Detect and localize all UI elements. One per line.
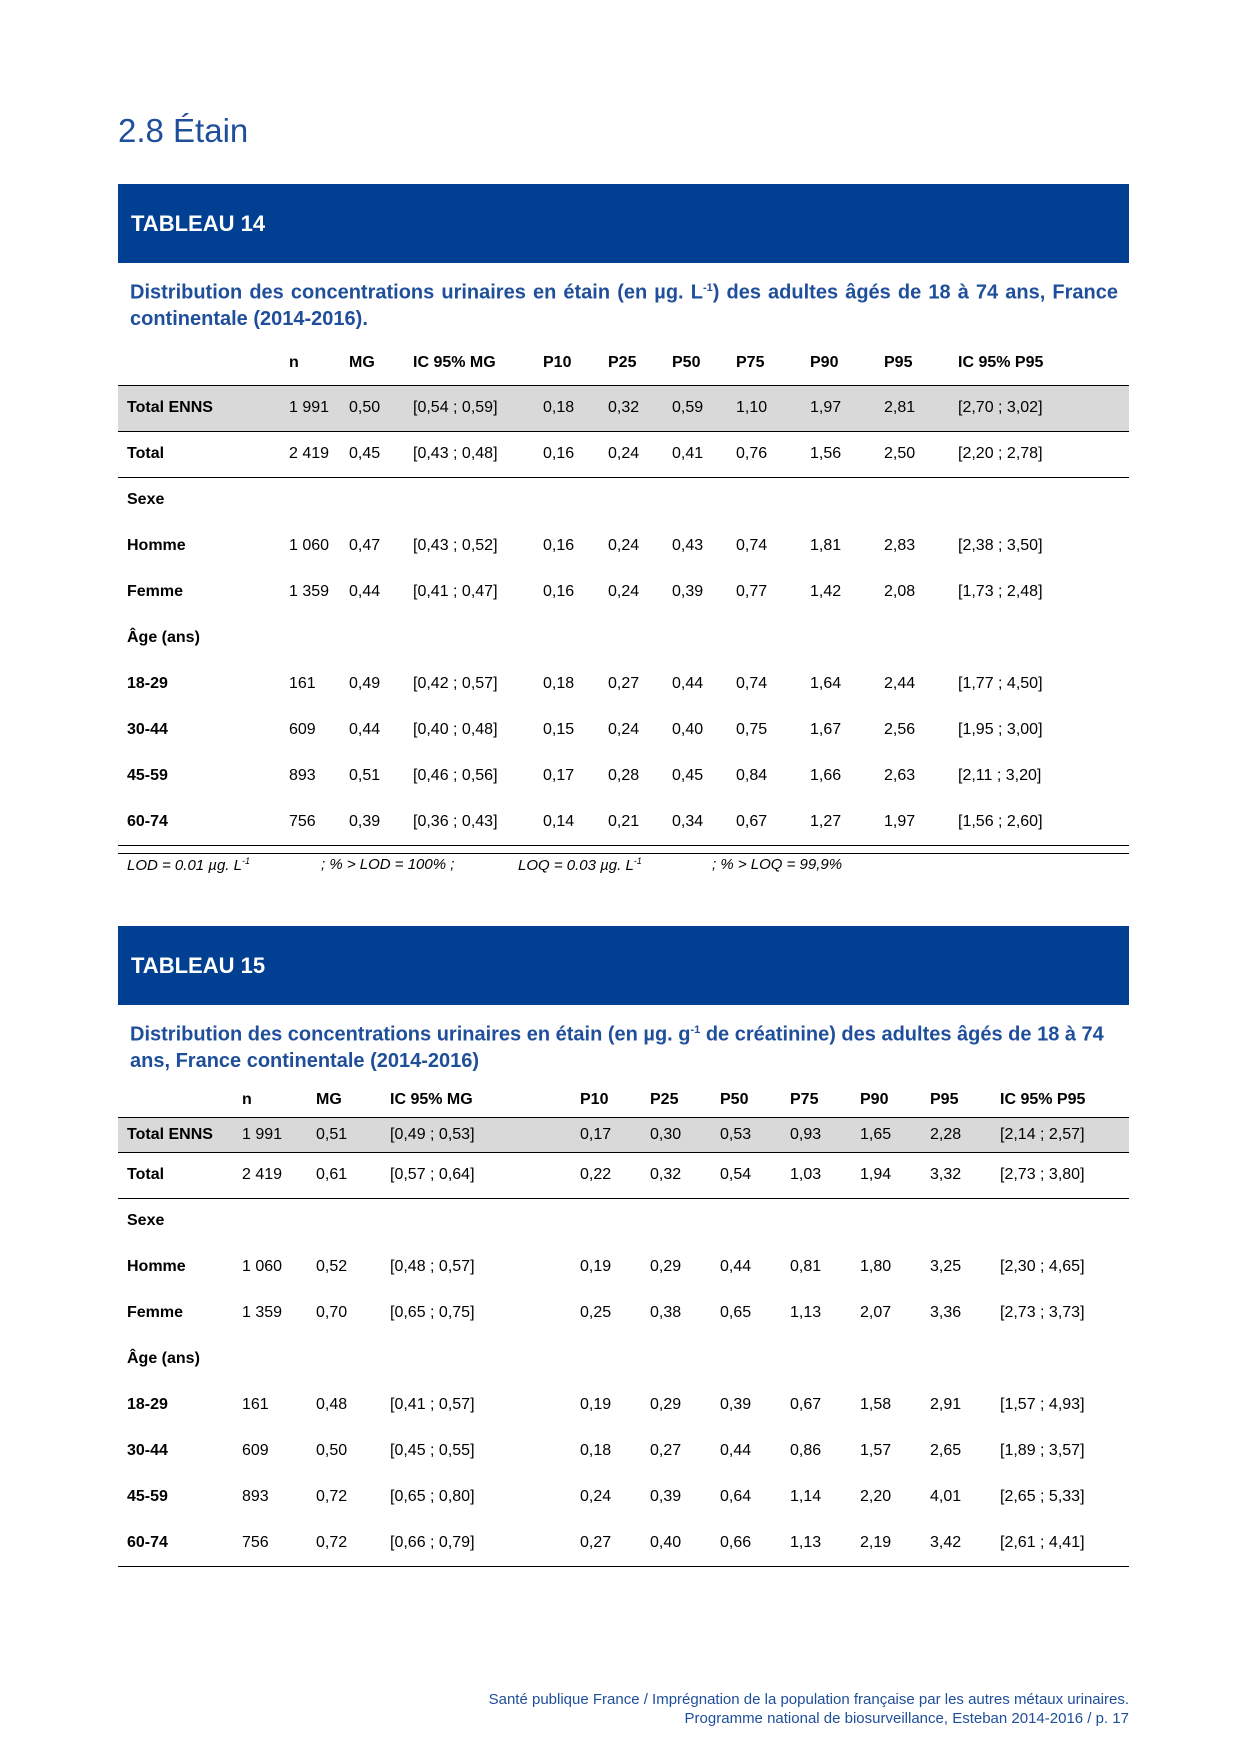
table-cell xyxy=(949,477,1129,523)
table-cell: [0,57 ; 0,64] xyxy=(381,1152,571,1198)
table-cell: 1,03 xyxy=(781,1152,851,1198)
table-cell: [0,54 ; 0,59] xyxy=(404,385,534,431)
lod-note: LOD = 0.01 µg. $L^{-1}$ xyxy=(127,856,250,874)
table-cell: 0,44 xyxy=(720,1442,752,1459)
table-cell: 1,57 xyxy=(860,1442,892,1459)
table-cell: 0,39 xyxy=(650,1488,682,1505)
table-row xyxy=(118,385,1129,431)
table-row xyxy=(118,753,1129,799)
table-cell: [0,65 ; 0,80] xyxy=(390,1488,475,1505)
row-label: Sexe xyxy=(118,477,280,523)
row-label: 45-59 xyxy=(127,767,168,784)
column-header: P95 xyxy=(930,1091,959,1109)
table-row xyxy=(118,661,1129,707)
table-cell: 0,41 xyxy=(663,431,727,477)
section-title: 2.8 Étain xyxy=(118,112,249,149)
table-cell: 0,50 xyxy=(316,1442,348,1459)
table-cell: [0,66 ; 0,79] xyxy=(381,1520,571,1566)
table-14 xyxy=(118,341,1129,846)
table-cell: 1 991 xyxy=(233,1117,307,1152)
table-cell xyxy=(599,477,663,523)
table-cell xyxy=(801,615,875,661)
table-cell: [0,43 ; 0,52] xyxy=(413,537,498,554)
table-cell: 0,17 xyxy=(571,1117,641,1152)
row-label: Total ENNS xyxy=(118,1117,233,1152)
table-cell: 0,70 xyxy=(316,1304,348,1321)
table-row xyxy=(118,1474,1129,1520)
table-cell: [2,38 ; 3,50] xyxy=(958,537,1043,554)
table-cell: 1 060 xyxy=(289,537,330,554)
table-cell xyxy=(663,477,727,523)
table-cell: [0,41 ; 0,57] xyxy=(390,1396,475,1413)
table-cell: 1 060 xyxy=(242,1258,283,1275)
caption-sup: -1 xyxy=(702,282,713,294)
table-cell: 0,14 xyxy=(534,799,599,845)
table-cell: 2 419 xyxy=(233,1152,307,1198)
table-cell: 0,39 xyxy=(340,799,404,845)
table-cell: 1,65 xyxy=(851,1117,921,1152)
table-cell xyxy=(711,1198,781,1244)
table-cell: 1,64 xyxy=(810,675,842,692)
table-row xyxy=(118,1520,1129,1566)
column-header: P95 xyxy=(884,353,913,371)
table-row xyxy=(118,1382,1129,1428)
table-15-caption xyxy=(130,1017,1118,1074)
table-cell: 0,40 xyxy=(641,1520,711,1566)
table-cell: 1,66 xyxy=(810,767,842,784)
table-cell xyxy=(711,1336,781,1382)
table-cell xyxy=(921,1198,991,1244)
table-cell: 0,24 xyxy=(599,431,663,477)
table-cell: 2,28 xyxy=(921,1117,991,1152)
table-cell: 0,74 xyxy=(736,537,768,554)
caption-sup: -1 xyxy=(690,1024,701,1036)
table-cell: [0,48 ; 0,57] xyxy=(390,1258,475,1275)
table-cell: 0,22 xyxy=(571,1152,641,1198)
table-cell: 2,65 xyxy=(930,1442,962,1459)
table-row xyxy=(118,523,1129,569)
table-cell: [2,65 ; 5,33] xyxy=(1000,1488,1085,1505)
table-cell: 0,18 xyxy=(580,1442,612,1459)
table-cell xyxy=(280,615,340,661)
table-cell: 0,39 xyxy=(720,1396,752,1413)
table-header-row xyxy=(118,1084,1129,1117)
column-header: P50 xyxy=(720,1091,749,1109)
table-cell xyxy=(921,1336,991,1382)
table-14-banner-label: TABLEAU 14 xyxy=(131,210,266,236)
table-cell xyxy=(233,1198,307,1244)
table-cell xyxy=(381,1336,571,1382)
table-cell: 1,58 xyxy=(860,1396,892,1413)
table-cell: 2,81 xyxy=(875,385,949,431)
table-cell: 0,45 xyxy=(340,431,404,477)
table-cell: [0,43 ; 0,48] xyxy=(404,431,534,477)
column-header: IC 95% P95 xyxy=(958,353,1044,371)
table-cell: [2,61 ; 4,41] xyxy=(991,1520,1129,1566)
table-cell: [0,45 ; 0,55] xyxy=(390,1442,475,1459)
table-14-banner xyxy=(118,184,1129,263)
table-cell: 0,74 xyxy=(736,675,768,692)
table-cell: 0,21 xyxy=(599,799,663,845)
table-cell: 0,38 xyxy=(650,1304,682,1321)
column-header xyxy=(118,1084,233,1117)
table-15-banner-label: TABLEAU 15 xyxy=(131,952,266,978)
table-cell xyxy=(727,477,801,523)
table-cell: 2,07 xyxy=(860,1304,892,1321)
table-row xyxy=(118,1198,1129,1244)
table-row xyxy=(118,1152,1129,1198)
table-cell: 2,91 xyxy=(930,1396,962,1413)
column-header: P75 xyxy=(736,353,765,371)
table-row xyxy=(118,707,1129,753)
table-cell: 0,19 xyxy=(580,1258,612,1275)
table-cell: 0,53 xyxy=(711,1117,781,1152)
table-cell xyxy=(875,477,949,523)
table-cell xyxy=(875,615,949,661)
table-cell: 0,84 xyxy=(736,767,768,784)
column-header: IC 95% MG xyxy=(413,353,496,371)
table-cell: 2,63 xyxy=(884,767,916,784)
row-label: Homme xyxy=(127,537,186,554)
table-cell xyxy=(404,477,534,523)
table-row xyxy=(118,1244,1129,1290)
table-cell xyxy=(801,477,875,523)
table-cell: 0,18 xyxy=(543,675,575,692)
row-label: 18-29 xyxy=(127,675,168,692)
table-cell: 2 419 xyxy=(280,431,340,477)
table-cell: 0,24 xyxy=(608,537,640,554)
table-cell: 0,81 xyxy=(790,1258,822,1275)
table-cell: 1,13 xyxy=(790,1304,822,1321)
table-header-row xyxy=(118,341,1129,385)
table-cell xyxy=(781,1198,851,1244)
table-cell: 0,15 xyxy=(543,721,575,738)
table-cell: 1 359 xyxy=(242,1304,283,1321)
table-cell: 0,16 xyxy=(543,537,575,554)
table-cell: 3,25 xyxy=(930,1258,962,1275)
table-cell: [1,77 ; 4,50] xyxy=(958,675,1043,692)
row-label: Âge (ans) xyxy=(127,1350,200,1367)
table-cell: 0,50 xyxy=(340,385,404,431)
row-label: Total ENNS xyxy=(118,385,280,431)
table-cell: 0,18 xyxy=(534,385,599,431)
table-cell: [2,11 ; 3,20] xyxy=(958,767,1042,784)
table-row xyxy=(118,431,1129,477)
table-cell: 0,24 xyxy=(608,583,640,600)
column-header: P90 xyxy=(860,1091,889,1109)
column-header: IC 95% P95 xyxy=(1000,1091,1086,1109)
column-header: MG xyxy=(349,353,375,371)
table-cell: 3,32 xyxy=(921,1152,991,1198)
row-label: 18-29 xyxy=(127,1396,168,1413)
table-row xyxy=(118,1290,1129,1336)
table-cell: 0,40 xyxy=(672,721,704,738)
table-cell xyxy=(280,477,340,523)
table-cell: [0,65 ; 0,75] xyxy=(390,1304,475,1321)
row-label: Total xyxy=(118,1152,233,1198)
table-cell xyxy=(307,1198,381,1244)
table-cell: 0,64 xyxy=(720,1488,752,1505)
table-14-footnote xyxy=(118,853,1129,876)
column-header: n xyxy=(242,1091,252,1109)
table-cell: 1,94 xyxy=(851,1152,921,1198)
table-cell: 0,39 xyxy=(672,583,704,600)
table-cell: 0,51 xyxy=(307,1117,381,1152)
column-header: MG xyxy=(316,1091,342,1109)
table-cell: 2,19 xyxy=(851,1520,921,1566)
table-cell: 3,36 xyxy=(930,1304,962,1321)
table-cell xyxy=(340,477,404,523)
table-cell: 2,44 xyxy=(884,675,916,692)
table-cell: 3,42 xyxy=(921,1520,991,1566)
table-cell: 0,76 xyxy=(727,431,801,477)
table-cell: 1,10 xyxy=(727,385,801,431)
table-row xyxy=(118,1336,1129,1382)
table-cell: 0,86 xyxy=(790,1442,822,1459)
table-cell: 2,50 xyxy=(875,431,949,477)
table-cell: 1,56 xyxy=(801,431,875,477)
table-cell xyxy=(571,1336,641,1382)
table-cell: [1,73 ; 2,48] xyxy=(958,583,1043,600)
table-cell: 0,49 xyxy=(349,675,381,692)
column-header xyxy=(118,341,280,385)
loq-note: LOQ = 0.03 µg. $L^{-1}$ xyxy=(518,856,642,874)
table-cell xyxy=(851,1198,921,1244)
row-label: 30-44 xyxy=(127,721,168,738)
table-cell xyxy=(991,1198,1129,1244)
table-cell: 161 xyxy=(242,1396,269,1413)
row-label: Femme xyxy=(127,583,184,600)
row-label: 60-74 xyxy=(118,799,280,845)
caption-text: Distribution des concentrations urinaires en étain (en µg. g xyxy=(130,1023,691,1046)
table-cell: [2,70 ; 3,02] xyxy=(949,385,1129,431)
table-cell: 0,32 xyxy=(641,1152,711,1198)
page-footer xyxy=(489,1690,1129,1728)
table-cell: 0,52 xyxy=(316,1258,348,1275)
column-header: P90 xyxy=(810,353,839,371)
table-cell: 0,72 xyxy=(307,1520,381,1566)
table-cell: 1,42 xyxy=(810,583,842,600)
caption-text: ) des adultes âgés de 18 à 74 ans, France continentale (2014-2016). xyxy=(130,281,1118,330)
table-cell: [1,56 ; 2,60] xyxy=(949,799,1129,845)
table-cell xyxy=(404,615,534,661)
table-cell: 0,51 xyxy=(349,767,381,784)
table-cell: 0,48 xyxy=(316,1396,348,1413)
table-cell: [2,14 ; 2,57] xyxy=(991,1117,1129,1152)
table-cell: [2,30 ; 4,65] xyxy=(1000,1258,1085,1275)
row-label: 60-74 xyxy=(118,1520,233,1566)
table-cell: 0,16 xyxy=(543,583,575,600)
column-header: P10 xyxy=(543,353,572,371)
table-cell: 0,66 xyxy=(711,1520,781,1566)
table-cell xyxy=(991,1336,1129,1382)
row-label: Femme xyxy=(127,1304,184,1321)
table-cell xyxy=(641,1198,711,1244)
table-cell: [2,73 ; 3,73] xyxy=(1000,1304,1085,1321)
table-row xyxy=(118,1117,1129,1152)
table-cell: 0,17 xyxy=(543,767,575,784)
table-cell: 0,24 xyxy=(580,1488,612,1505)
table-cell xyxy=(571,1198,641,1244)
table-cell: 756 xyxy=(233,1520,307,1566)
table-cell: 756 xyxy=(280,799,340,845)
table-cell: 0,75 xyxy=(736,721,768,738)
table-cell: 1 991 xyxy=(280,385,340,431)
table-cell: 0,45 xyxy=(672,767,704,784)
table-14-caption xyxy=(130,275,1118,332)
table-cell xyxy=(381,1198,571,1244)
row-label: Homme xyxy=(127,1258,186,1275)
row-label: 30-44 xyxy=(127,1442,168,1459)
table-cell: 0,65 xyxy=(720,1304,752,1321)
row-label: 45-59 xyxy=(127,1488,168,1505)
caption-text: de créatinine) des adultes âgés de 18 à 74 ans, France continentale (2014-2016) xyxy=(130,1023,1104,1072)
table-cell: 893 xyxy=(242,1488,269,1505)
table-cell: 2,83 xyxy=(884,537,916,554)
table-cell: 0,44 xyxy=(720,1258,752,1275)
table-cell: 0,34 xyxy=(663,799,727,845)
table-row xyxy=(118,569,1129,615)
table-cell: 1,67 xyxy=(810,721,842,738)
table-cell: 0,16 xyxy=(534,431,599,477)
table-cell: 0,72 xyxy=(316,1488,348,1505)
table-row xyxy=(118,477,1129,523)
table-cell: 0,93 xyxy=(781,1117,851,1152)
table-cell: 609 xyxy=(242,1442,269,1459)
table-cell: 0,54 xyxy=(711,1152,781,1198)
table-cell: 2,20 xyxy=(860,1488,892,1505)
column-header: P75 xyxy=(790,1091,819,1109)
table-cell: [0,36 ; 0,43] xyxy=(404,799,534,845)
table-cell: [1,89 ; 3,57] xyxy=(1000,1442,1085,1459)
column-header: P50 xyxy=(672,353,701,371)
table-cell: 0,61 xyxy=(307,1152,381,1198)
table-cell: [1,57 ; 4,93] xyxy=(1000,1396,1085,1413)
table-cell: 2,56 xyxy=(884,721,916,738)
table-row xyxy=(118,615,1129,661)
table-cell: 1,14 xyxy=(790,1488,822,1505)
table-15-banner xyxy=(118,926,1129,1005)
table-row xyxy=(118,799,1129,845)
table-cell: [0,46 ; 0,56] xyxy=(413,767,498,784)
table-cell: 0,67 xyxy=(727,799,801,845)
table-cell xyxy=(307,1336,381,1382)
table-cell: 0,25 xyxy=(580,1304,612,1321)
table-cell: 4,01 xyxy=(930,1488,962,1505)
table-cell: [0,49 ; 0,53] xyxy=(381,1117,571,1152)
table-cell: 609 xyxy=(289,721,316,738)
table-cell xyxy=(233,1336,307,1382)
table-cell: [2,73 ; 3,80] xyxy=(991,1152,1129,1198)
table-cell: 0,28 xyxy=(608,767,640,784)
table-cell: 0,27 xyxy=(608,675,640,692)
table-cell: 0,29 xyxy=(650,1396,682,1413)
table-cell: 1,80 xyxy=(860,1258,892,1275)
table-cell: 0,44 xyxy=(349,721,381,738)
table-cell: 1,97 xyxy=(801,385,875,431)
row-label: Sexe xyxy=(118,1198,233,1244)
caption-text: Distribution des concentrations urinaires en étain (en µg. L xyxy=(130,281,703,304)
table-cell: 0,43 xyxy=(672,537,704,554)
table-cell xyxy=(851,1336,921,1382)
table-cell xyxy=(727,615,801,661)
table-cell: 0,19 xyxy=(580,1396,612,1413)
table-cell: 161 xyxy=(289,675,316,692)
table-15 xyxy=(118,1084,1129,1567)
table-cell: 0,27 xyxy=(650,1442,682,1459)
column-header: P25 xyxy=(608,353,637,371)
table-cell: [0,42 ; 0,57] xyxy=(413,675,498,692)
footer-line-1: Santé publique France / Imprégnation de la population française par les autres métaux urinaires. xyxy=(488,1691,1129,1708)
table-cell: 0,27 xyxy=(571,1520,641,1566)
table-cell xyxy=(340,615,404,661)
table-cell xyxy=(949,615,1129,661)
table-cell: 893 xyxy=(289,767,316,784)
table-cell xyxy=(534,477,599,523)
table-cell xyxy=(534,615,599,661)
table-cell: 2,08 xyxy=(884,583,916,600)
loq-percent: ; % > LOQ = 99,9% xyxy=(712,856,843,873)
column-header: n xyxy=(289,353,299,371)
table-cell xyxy=(781,1336,851,1382)
table-cell xyxy=(663,615,727,661)
table-cell: 0,67 xyxy=(790,1396,822,1413)
table-cell: 1,27 xyxy=(801,799,875,845)
table-cell: 0,32 xyxy=(599,385,663,431)
row-label: Âge (ans) xyxy=(127,629,200,646)
lod-percent: ; % > LOD = 100% ; xyxy=(321,856,455,873)
table-cell: 1,97 xyxy=(875,799,949,845)
table-cell: [2,20 ; 2,78] xyxy=(949,431,1129,477)
table-cell: 1,81 xyxy=(810,537,842,554)
table-cell: [0,41 ; 0,47] xyxy=(413,583,498,600)
column-header: IC 95% MG xyxy=(390,1091,473,1109)
table-cell: 0,77 xyxy=(736,583,768,600)
table-cell: 0,24 xyxy=(608,721,640,738)
table-cell: 1 359 xyxy=(289,583,330,600)
table-cell: 0,44 xyxy=(672,675,704,692)
table-cell: [0,40 ; 0,48] xyxy=(413,721,498,738)
table-cell: 1,13 xyxy=(781,1520,851,1566)
table-cell: 0,47 xyxy=(349,537,381,554)
table-cell: 0,30 xyxy=(641,1117,711,1152)
table-cell: [1,95 ; 3,00] xyxy=(958,721,1043,738)
column-header: P10 xyxy=(580,1091,609,1109)
table-cell: 0,29 xyxy=(650,1258,682,1275)
table-cell xyxy=(599,615,663,661)
footer-line-2: Programme national de biosurveillance, Esteban 2014-2016 / p. 17 xyxy=(684,1710,1129,1727)
table-cell: 0,59 xyxy=(663,385,727,431)
table-cell: 0,44 xyxy=(349,583,381,600)
row-label: Total xyxy=(118,431,280,477)
table-row xyxy=(118,1428,1129,1474)
column-header: P25 xyxy=(650,1091,679,1109)
table-cell xyxy=(641,1336,711,1382)
